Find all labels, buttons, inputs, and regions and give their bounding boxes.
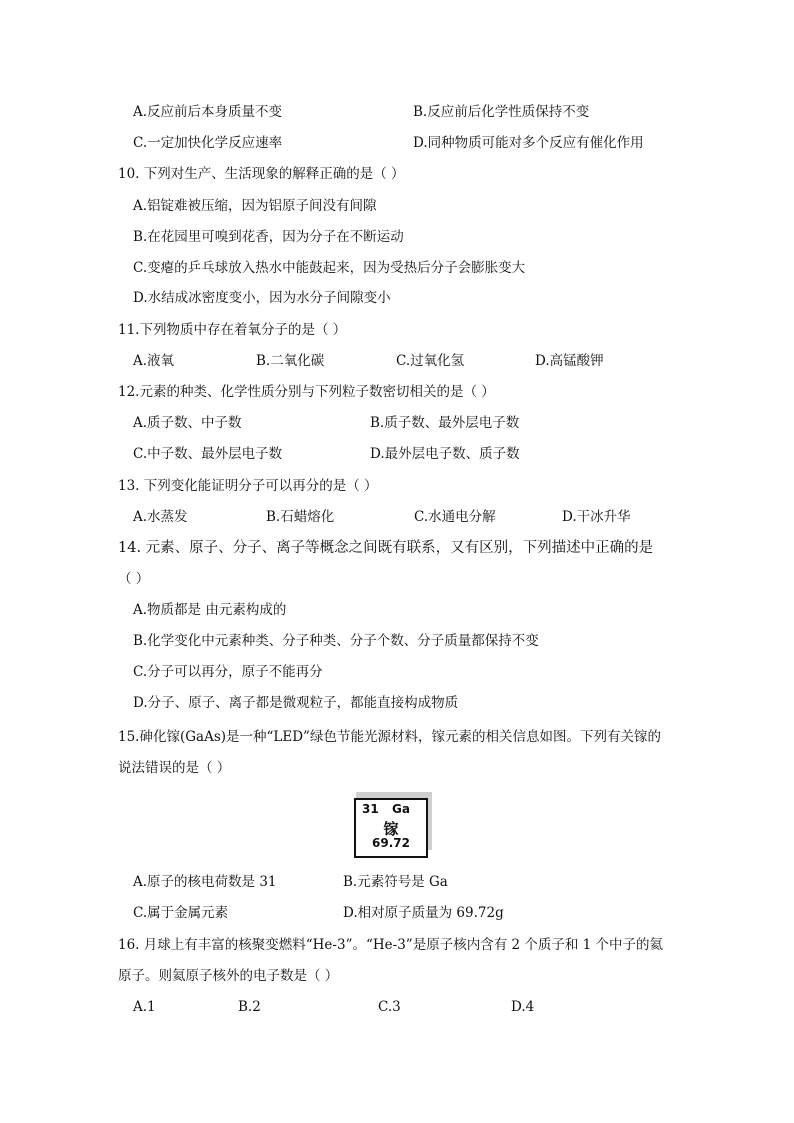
q14-stem-line2: （ ） <box>118 571 150 587</box>
q15-option-a: A.原子的核电荷数是 31 <box>133 874 277 890</box>
q11-stem: 11.下列物质中存在着氧分子的是（ ） <box>118 322 347 338</box>
q9-option-d: D.同种物质可能对多个反应有催化作用 <box>413 135 644 151</box>
q12-option-c: C.中子数、最外层电子数 <box>133 446 283 462</box>
q13-option-b: B.石蜡熔化 <box>266 509 335 525</box>
q10-option-c: C.变瘪的乒乓球放入热水中能鼓起来，因为受热后分子会膨胀变大 <box>133 260 526 276</box>
q10-stem: 10. 下列对生产、生活现象的解释正确的是（ ） <box>118 166 405 182</box>
q11-option-d: D.高锰酸钾 <box>535 353 604 369</box>
tile-element-name: 镓 <box>383 820 399 838</box>
q14-option-b: B.化学变化中元素种类、分子种类、分子个数、分子质量都保持不变 <box>133 633 539 649</box>
q13-option-a: A.水蒸发 <box>133 509 188 525</box>
q16-stem-line1: 16. 月球上有丰富的核聚变燃料“He-3”。“He-3”是原子核内含有 2 个质子和 1 个中子的氦 <box>118 937 664 953</box>
tile-front-face <box>354 798 428 858</box>
q14-option-c: C.分子可以再分，原子不能再分 <box>133 664 323 680</box>
q12-option-a: A.质子数、中子数 <box>133 415 242 431</box>
q16-option-a: A.1 <box>133 999 156 1015</box>
q10-option-d: D.水结成冰密度变小，因为水分子间隙变小 <box>133 290 391 306</box>
q10-option-b: B.在花园里可嗅到花香，因为分子在不断运动 <box>133 229 404 245</box>
q15-stem-line1: 15.砷化镓(GaAs)是一种“LED”绿色节能光源材料，镓元素的相关信息如图。下列有关镓的 <box>118 729 661 745</box>
q15-option-b: B.元素符号是 Ga <box>343 874 448 890</box>
q9-option-b: B.反应前后化学性质保持不变 <box>413 104 590 120</box>
q12-option-b: B.质子数、最外层电子数 <box>370 415 520 431</box>
q16-option-b: B.2 <box>238 999 261 1015</box>
q10-option-a: A.铝锭难被压缩，因为铝原子间没有间隙 <box>133 198 377 214</box>
q9-option-c: C.一定加快化学反应速率 <box>133 135 283 151</box>
tile-element-symbol: Ga <box>392 802 410 816</box>
gallium-element-tile <box>354 792 434 856</box>
q12-stem: 12.元素的种类、化学性质分别与下列粒子数密切相关的是（ ） <box>118 384 495 400</box>
q11-option-b: B.二氧化碳 <box>256 353 325 369</box>
q14-option-a: A.物质都是 由元素构成的 <box>133 602 287 618</box>
q15-option-d: D.相对原子质量为 69.72g <box>343 905 504 921</box>
tile-atomic-mass: 69.72 <box>372 836 410 850</box>
q16-option-c: C.3 <box>378 999 401 1015</box>
q9-option-a: A.反应前后本身质量不变 <box>133 104 283 120</box>
q11-option-c: C.过氧化氢 <box>396 353 465 369</box>
tile-atomic-number: 31 <box>362 802 379 816</box>
q16-option-d: D.4 <box>511 999 535 1015</box>
q12-option-d: D.最外层电子数、质子数 <box>370 446 520 462</box>
q15-stem-line2: 说法错误的是（ ） <box>118 760 231 776</box>
q13-stem: 13. 下列变化能证明分子可以再分的是（ ） <box>118 478 378 494</box>
q13-option-c: C.水通电分解 <box>414 509 496 525</box>
q15-option-c: C.属于金属元素 <box>133 905 229 921</box>
q14-stem-line1: 14. 元素、原子、分子、离子等概念之间既有联系，又有区别，下列描述中正确的是 <box>118 540 654 556</box>
q11-option-a: A.液氧 <box>133 353 175 369</box>
q13-option-d: D.干冰升华 <box>562 509 631 525</box>
q16-stem-line2: 原子。则氦原子核外的电子数是（ ） <box>118 968 339 984</box>
q14-option-d: D.分子、原子、离子都是微观粒子，都能直接构成物质 <box>133 695 459 711</box>
